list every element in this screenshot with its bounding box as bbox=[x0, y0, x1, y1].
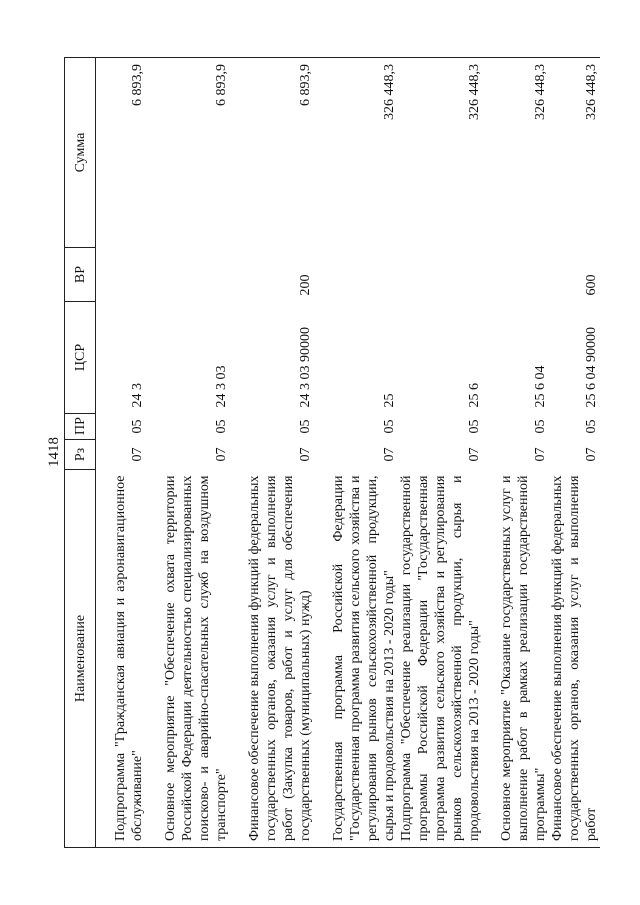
row-sum: 326 448,3 bbox=[314, 58, 398, 248]
table-row bbox=[483, 58, 549, 848]
row-pr: 05 bbox=[583, 419, 599, 434]
row-pr: 05 bbox=[213, 419, 229, 434]
row-name: Основное мероприятие "Обеспечение охвата территории Российской Федерации деятельностью специализированных поисково- и аварийно-спасательных служб на воздушном транспорте" bbox=[146, 470, 230, 848]
row-rz: 07 bbox=[297, 447, 313, 462]
row-sum: 6 893,9 bbox=[96, 58, 146, 248]
row-vr bbox=[96, 248, 146, 302]
header-rz: Рз bbox=[65, 440, 96, 470]
page-number: 1418 bbox=[46, 437, 62, 467]
row-sum: 326 448,3 bbox=[483, 58, 549, 248]
row-rz: 07 bbox=[213, 447, 229, 462]
header-csr: ЦСР bbox=[65, 302, 96, 414]
row-sum: 326 448,3 bbox=[549, 58, 600, 248]
row-pr: 05 bbox=[381, 419, 397, 434]
row-rz: 07 bbox=[381, 447, 397, 462]
table-row bbox=[398, 58, 483, 848]
table-row bbox=[230, 58, 314, 848]
row-rz: 07 bbox=[466, 447, 482, 462]
header-name: Наименование bbox=[65, 470, 96, 848]
row-pr: 05 bbox=[129, 419, 145, 434]
row-vr bbox=[398, 248, 483, 302]
row-csr: 25 6 bbox=[466, 383, 482, 408]
row-pr: 05 bbox=[297, 419, 313, 434]
row-pr: 05 bbox=[532, 419, 548, 434]
budget-table bbox=[64, 57, 600, 848]
row-vr bbox=[314, 248, 398, 302]
row-name: Финансовое обеспечение выполнения функций федеральных государственных органов, оказания услуг и выполнения работ (Закупка товаров, работ и услуг для обеспечения государственных (муниципальных) нужд) bbox=[230, 470, 314, 848]
row-name: Основное мероприятие "Оказание государственных услуг и выполнение работ в рамках реализации государственной программы" bbox=[483, 470, 549, 848]
row-csr: 24 3 03 90000 bbox=[297, 327, 313, 408]
row-vr: 600 bbox=[583, 274, 599, 296]
row-vr: 200 bbox=[297, 274, 313, 296]
table-row bbox=[314, 58, 398, 848]
row-csr: 24 3 03 bbox=[213, 365, 229, 408]
row-name: Подпрограмма "Гражданская авиация и аэронавигационное обслуживание" bbox=[96, 470, 146, 848]
row-csr: 25 6 04 90000 bbox=[583, 327, 599, 408]
row-name: Финансовое обеспечение выполнения функций федеральных государственных органов, оказания услуг и выполнения работ bbox=[549, 470, 600, 848]
row-csr: 25 bbox=[381, 393, 397, 408]
table-row bbox=[146, 58, 230, 848]
row-vr bbox=[483, 248, 549, 302]
row-sum: 6 893,9 bbox=[230, 58, 314, 248]
header-vr: ВР bbox=[65, 248, 96, 302]
rotated-page bbox=[64, 58, 599, 848]
row-rz: 07 bbox=[583, 447, 599, 462]
header-pr: ПР bbox=[65, 414, 96, 440]
row-csr: 24 3 bbox=[129, 383, 145, 408]
table-row bbox=[549, 58, 600, 848]
row-vr bbox=[146, 248, 230, 302]
header-sum: Сумма bbox=[65, 58, 96, 248]
row-sum: 6 893,9 bbox=[146, 58, 230, 248]
row-name: Подпрограмма "Обеспечение реализации государственной программы Российской Федерации "Государственная программа развития сельского хозяйства и регулирования рынков сельскохозяйственной продукции, сырья и продовольствия на 2013 - 2020 годы" bbox=[398, 470, 483, 848]
row-csr: 25 6 04 bbox=[532, 365, 548, 408]
table-row bbox=[96, 58, 146, 848]
table-header-row bbox=[65, 58, 96, 848]
row-rz: 07 bbox=[129, 447, 145, 462]
row-pr: 05 bbox=[466, 419, 482, 434]
row-rz: 07 bbox=[532, 447, 548, 462]
row-name: Государственная программа Российской Федерации "Государственная программа развития сельского хозяйства и регулирования рынков сельскохозяйственной продукции, сырья и продовольствия на 2013 - 2020 годы" bbox=[314, 470, 398, 848]
row-sum: 326 448,3 bbox=[398, 58, 483, 248]
